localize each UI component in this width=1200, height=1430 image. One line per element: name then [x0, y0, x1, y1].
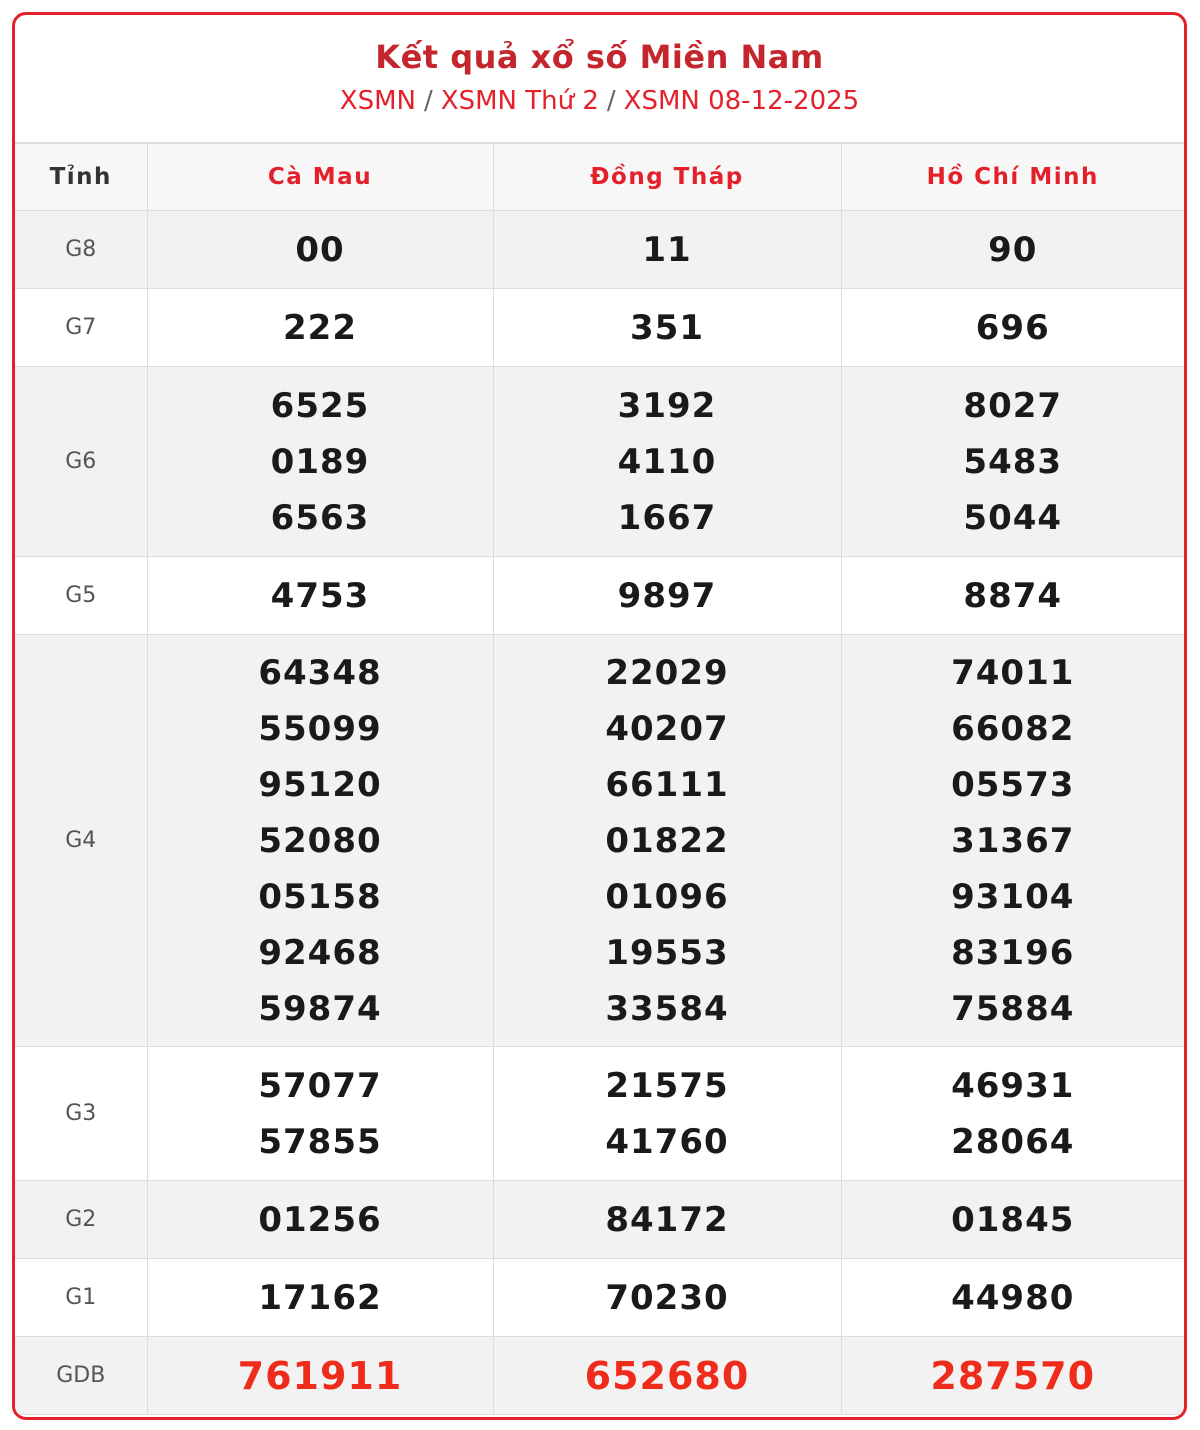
prize-number: 21575 — [605, 1065, 729, 1106]
prize-cell — [147, 1337, 493, 1415]
prize-number: 41760 — [605, 1121, 729, 1162]
breadcrumb — [15, 85, 1184, 117]
prize-number: 5483 — [963, 441, 1063, 482]
breadcrumb-separator: / — [606, 86, 616, 116]
column-header-dong-thap[interactable]: Đồng Tháp — [493, 144, 841, 211]
prize-number: 351 — [630, 307, 704, 348]
special-prize-number: 652680 — [584, 1353, 750, 1398]
prize-number: 84172 — [605, 1199, 729, 1240]
prize-number: 3192 — [617, 385, 717, 426]
special-prize-number: 761911 — [237, 1353, 403, 1398]
results-table — [15, 143, 1184, 1415]
prize-cell — [493, 289, 841, 367]
table-row — [15, 1337, 1184, 1415]
prize-number: 6563 — [270, 497, 370, 538]
prize-number: 8874 — [963, 575, 1063, 616]
prize-number: 55099 — [258, 708, 382, 749]
prize-number: 05158 — [258, 876, 382, 917]
prize-label: G6 — [15, 367, 147, 557]
prize-number: 0189 — [270, 441, 370, 482]
table-row — [15, 289, 1184, 367]
prize-number: 4110 — [617, 441, 717, 482]
table-header-row — [15, 144, 1184, 211]
prize-cell — [493, 1337, 841, 1415]
prize-number: 64348 — [258, 652, 382, 693]
prize-cell — [493, 367, 841, 557]
table-row — [15, 1181, 1184, 1259]
prize-number: 95120 — [258, 764, 382, 805]
table-row — [15, 367, 1184, 557]
table-row — [15, 1047, 1184, 1181]
prize-cell — [147, 1259, 493, 1337]
prize-number: 59874 — [258, 988, 382, 1029]
prize-label: G1 — [15, 1259, 147, 1337]
prize-cell — [841, 1181, 1184, 1259]
prize-number: 01256 — [258, 1199, 382, 1240]
prize-cell — [147, 557, 493, 635]
prize-number: 75884 — [951, 988, 1075, 1029]
prize-label: G8 — [15, 211, 147, 289]
table-row — [15, 635, 1184, 1047]
page-title: Kết quả xổ số Miền Nam — [375, 38, 824, 76]
table-row — [15, 1259, 1184, 1337]
prize-label: G3 — [15, 1047, 147, 1181]
column-header-province-label: Tỉnh — [15, 144, 147, 211]
prize-cell — [493, 211, 841, 289]
prize-number: 31367 — [951, 820, 1075, 861]
prize-cell — [147, 635, 493, 1047]
prize-cell — [841, 1047, 1184, 1181]
prize-number: 66111 — [605, 764, 729, 805]
prize-cell — [147, 367, 493, 557]
prize-number: 46931 — [951, 1065, 1075, 1106]
prize-number: 05573 — [951, 764, 1075, 805]
column-header-ca-mau[interactable]: Cà Mau — [147, 144, 493, 211]
prize-number: 9897 — [617, 575, 717, 616]
prize-number: 11 — [642, 229, 692, 270]
prize-number: 19553 — [605, 932, 729, 973]
prize-cell — [841, 289, 1184, 367]
prize-label: G5 — [15, 557, 147, 635]
prize-number: 22029 — [605, 652, 729, 693]
breadcrumb-link-xsmn-date[interactable]: XSMN 08-12-2025 — [623, 86, 860, 116]
prize-number: 44980 — [951, 1277, 1075, 1318]
table-row — [15, 211, 1184, 289]
prize-cell — [147, 211, 493, 289]
prize-label: G7 — [15, 289, 147, 367]
prize-number: 74011 — [951, 652, 1075, 693]
prize-number: 17162 — [258, 1277, 382, 1318]
breadcrumb-link-xsmn[interactable]: XSMN — [339, 86, 416, 116]
prize-number: 92468 — [258, 932, 382, 973]
prize-number: 01845 — [951, 1199, 1075, 1240]
prize-cell — [493, 557, 841, 635]
prize-number: 222 — [283, 307, 357, 348]
prize-number: 52080 — [258, 820, 382, 861]
prize-number: 6525 — [270, 385, 370, 426]
prize-cell — [147, 289, 493, 367]
prize-cell — [147, 1181, 493, 1259]
prize-number: 01822 — [605, 820, 729, 861]
prize-number: 33584 — [605, 988, 729, 1029]
prize-number: 4753 — [270, 575, 370, 616]
prize-cell — [493, 1047, 841, 1181]
prize-number: 1667 — [617, 497, 717, 538]
table-row — [15, 557, 1184, 635]
prize-number: 66082 — [951, 708, 1075, 749]
prize-number: 00 — [295, 229, 345, 270]
prize-number: 57077 — [258, 1065, 382, 1106]
prize-number: 01096 — [605, 876, 729, 917]
prize-number: 28064 — [951, 1121, 1075, 1162]
prize-number: 70230 — [605, 1277, 729, 1318]
prize-cell — [841, 211, 1184, 289]
prize-cell — [841, 1259, 1184, 1337]
prize-number: 40207 — [605, 708, 729, 749]
prize-cell — [493, 635, 841, 1047]
prize-number: 8027 — [963, 385, 1063, 426]
prize-cell — [841, 367, 1184, 557]
prize-number: 93104 — [951, 876, 1075, 917]
column-header-ho-chi-minh[interactable]: Hồ Chí Minh — [841, 144, 1184, 211]
prize-label: G2 — [15, 1181, 147, 1259]
results-body — [15, 211, 1184, 1415]
prize-label: G4 — [15, 635, 147, 1047]
prize-cell — [841, 1337, 1184, 1415]
prize-number: 83196 — [951, 932, 1075, 973]
breadcrumb-link-xsmn-thu-2[interactable]: XSMN Thứ 2 — [440, 86, 599, 116]
prize-number: 5044 — [963, 497, 1063, 538]
results-header — [15, 15, 1184, 143]
breadcrumb-separator: / — [424, 86, 433, 116]
prize-number: 696 — [975, 307, 1050, 348]
prize-cell — [493, 1181, 841, 1259]
results-card — [12, 12, 1187, 1420]
prize-cell — [493, 1259, 841, 1337]
prize-cell — [841, 557, 1184, 635]
special-prize-number: 287570 — [930, 1353, 1096, 1398]
prize-number: 90 — [988, 229, 1038, 270]
prize-cell — [147, 1047, 493, 1181]
prize-number: 57855 — [258, 1121, 382, 1162]
prize-cell — [841, 635, 1184, 1047]
prize-label: GDB — [15, 1337, 147, 1415]
